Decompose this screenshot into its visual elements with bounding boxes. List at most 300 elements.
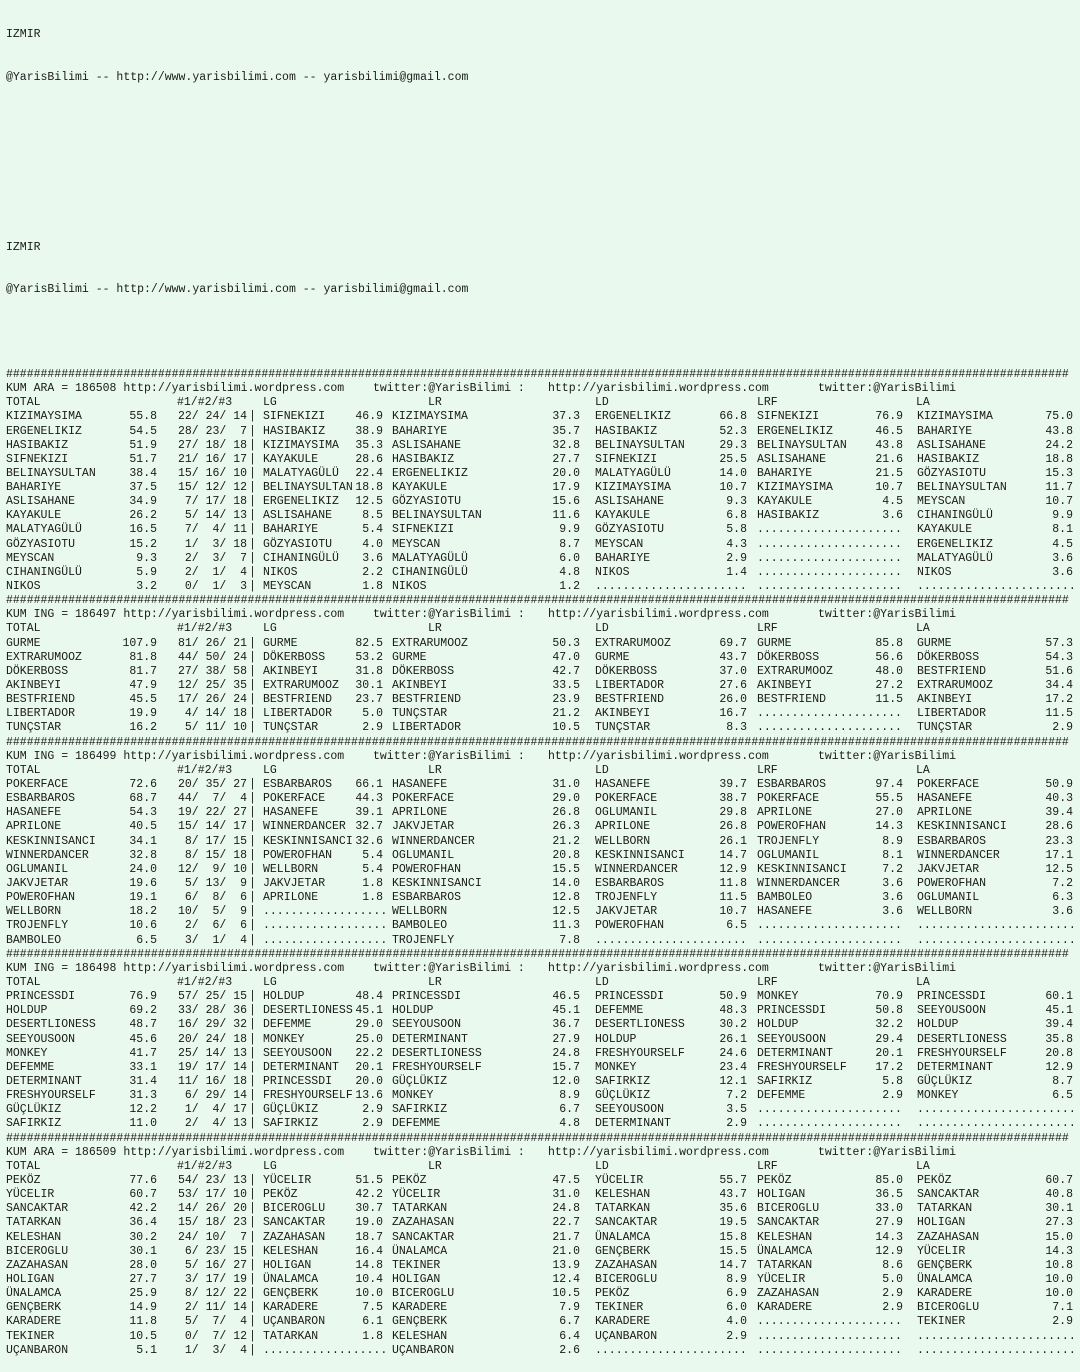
lr-value: 6.7 — [559, 1103, 580, 1117]
horse-name: YÜCELIR — [6, 1188, 55, 1202]
la-name: DETERMINANT — [917, 1060, 993, 1074]
stats-value: 1/ 3/ 4 — [177, 1343, 247, 1357]
lr-name: ASLISAHANE — [392, 438, 462, 452]
empty-cell: ...................... — [595, 1343, 747, 1357]
la-name: EXTRARUMOOZ — [917, 679, 993, 693]
lr-name: BELINAYSULTAN — [392, 509, 482, 523]
lrf-name: MONKEY — [757, 990, 799, 1004]
lr-name: HOLIGAN — [392, 1272, 441, 1286]
lrf-value: 3.6 — [882, 509, 903, 523]
table-row — [0, 651, 1080, 665]
separator-text: ########################################################################################################################################################## — [6, 735, 1069, 749]
stats-value: 24/ 10/ 7 — [177, 1230, 247, 1244]
wordpress-url: http://yarisbilimi.wordpress.com — [548, 382, 769, 396]
lg-name: MEYSCAN — [263, 580, 312, 594]
empty-cell: ..................... — [757, 565, 902, 579]
ld-value: 30.2 — [719, 1018, 747, 1032]
table-row — [0, 835, 1080, 849]
ld-value: 24.6 — [719, 1046, 747, 1060]
ld-name: TUNÇSTAR — [595, 721, 651, 735]
stats-value: 6/ 23/ 15 — [177, 1244, 247, 1258]
total-value: 45.6 — [129, 1032, 157, 1046]
table-row — [0, 820, 1080, 834]
lg-value: 32.6 — [355, 834, 383, 848]
ld-value: 6.9 — [726, 1287, 747, 1301]
total-value: 51.7 — [129, 452, 157, 466]
total-value: 25.9 — [129, 1287, 157, 1301]
empty-cell: ....................... — [917, 1117, 1076, 1131]
column-divider: | — [249, 990, 256, 1004]
ld-name: EXTRARUMOOZ — [595, 636, 671, 650]
ld-name: WELLBORN — [595, 834, 651, 848]
total-value: 3.2 — [136, 580, 157, 594]
la-value: 17.1 — [1045, 848, 1073, 862]
lrf-name: SIFNEKIZI — [757, 410, 820, 424]
table-row — [0, 693, 1080, 707]
lr-value: 42.7 — [552, 664, 580, 678]
horse-name: BESTFRIEND — [6, 693, 76, 707]
lr-name: SAFIRKIZ — [392, 1103, 448, 1117]
total-value: 107.9 — [122, 636, 157, 650]
horse-name: TUNÇSTAR — [6, 721, 62, 735]
ld-value: 12.9 — [719, 862, 747, 876]
blank-line — [0, 156, 1080, 170]
col-lr: LR — [428, 763, 442, 777]
col-stats: #1/#2/#3 — [177, 396, 233, 410]
ld-value: 12.1 — [719, 1074, 747, 1088]
column-divider: | — [249, 424, 256, 438]
column-divider: | — [249, 891, 256, 905]
table-row — [0, 1075, 1080, 1089]
lrf-value: 85.0 — [875, 1173, 903, 1187]
total-value: 81.7 — [129, 664, 157, 678]
lrf-name: KARADERE — [757, 1301, 813, 1315]
la-name: DESERTLIONESS — [917, 1032, 1007, 1046]
la-name: BAHARIYE — [917, 424, 973, 438]
column-divider: | — [249, 919, 256, 933]
lr-value: 22.7 — [552, 1216, 580, 1230]
lr-name: BAHARIYE — [392, 424, 448, 438]
lg-value: 14.8 — [355, 1258, 383, 1272]
horse-name: KIZIMAYSIMA — [6, 410, 82, 424]
column-divider: | — [249, 1060, 256, 1074]
ld-value: 14.0 — [719, 466, 747, 480]
lr-value: 21.7 — [552, 1230, 580, 1244]
table-row — [0, 1018, 1080, 1032]
stats-value: 2/ 11/ 14 — [177, 1301, 247, 1315]
ld-value: 55.7 — [719, 1173, 747, 1187]
table-row — [0, 934, 1080, 948]
horse-name: MEYSCAN — [6, 551, 55, 565]
empty-cell: ....................... — [917, 933, 1076, 947]
la-value: 6.3 — [1052, 891, 1073, 905]
lg-name: DÖKERBOSS — [263, 650, 326, 664]
lg-name: SANCAKTAR — [263, 1216, 326, 1230]
ld-value: 6.0 — [726, 1301, 747, 1315]
lg-value: 3.6 — [362, 551, 383, 565]
horse-name: KELESHAN — [6, 1230, 62, 1244]
lrf-name: POKERFACE — [757, 792, 820, 806]
table-row — [0, 1315, 1080, 1329]
ld-name: HOLDUP — [595, 1032, 637, 1046]
col-la: LA — [916, 622, 930, 636]
lg-name: FRESHYOURSELF — [263, 1089, 353, 1103]
lg-value: 44.3 — [355, 792, 383, 806]
total-value: 5.1 — [136, 1343, 157, 1357]
ld-value: 37.0 — [719, 664, 747, 678]
la-value: 15.0 — [1045, 1230, 1073, 1244]
ld-name: OGLUMANIL — [595, 806, 658, 820]
horse-name: ESBARBAROS — [6, 792, 76, 806]
city-line — [0, 241, 1080, 255]
total-value: 5.9 — [136, 565, 157, 579]
col-lr: LR — [428, 396, 442, 410]
lg-value: 12.5 — [355, 495, 383, 509]
stats-value: 19/ 22/ 27 — [177, 806, 247, 820]
stats-value: 20/ 24/ 18 — [177, 1032, 247, 1046]
column-divider: | — [249, 1315, 256, 1329]
empty-cell: ....................... — [917, 1103, 1076, 1117]
ld-value: 2.9 — [726, 1329, 747, 1343]
column-divider: | — [249, 580, 256, 594]
column-divider: | — [249, 523, 256, 537]
lg-value: 30.7 — [355, 1202, 383, 1216]
horse-name: FRESHYOURSELF — [6, 1089, 96, 1103]
table-row — [0, 523, 1080, 537]
lr-name: UÇANBARON — [392, 1343, 455, 1357]
lr-value: 6.4 — [559, 1329, 580, 1343]
column-divider: | — [249, 1216, 256, 1230]
section-separator — [0, 594, 1080, 608]
la-name: TUNÇSTAR — [917, 721, 973, 735]
ld-name: KESKINNISANCI — [595, 848, 685, 862]
la-name: HASIBAKIZ — [917, 452, 980, 466]
la-value: 11.5 — [1045, 707, 1073, 721]
lr-name: GURME — [392, 650, 427, 664]
city-label: IZMIR — [6, 28, 41, 42]
lrf-value: 55.5 — [875, 792, 903, 806]
column-divider: | — [249, 1103, 256, 1117]
column-divider: | — [249, 410, 256, 424]
lr-value: 17.9 — [552, 481, 580, 495]
table-row — [0, 566, 1080, 580]
la-value: 14.3 — [1045, 1244, 1073, 1258]
lr-name: POKERFACE — [392, 792, 455, 806]
lg-name: APRILONE — [263, 891, 319, 905]
lrf-value: 27.2 — [875, 679, 903, 693]
lg-value: 1.8 — [362, 580, 383, 594]
ld-name: TATARKAN — [595, 1202, 651, 1216]
column-divider: | — [249, 664, 256, 678]
separator-text: ########################################################################################################################################################## — [6, 947, 1069, 961]
stats-value: 11/ 16/ 18 — [177, 1074, 247, 1088]
stats-value: 3/ 1/ 4 — [177, 933, 247, 947]
total-value: 11.8 — [129, 1315, 157, 1329]
lg-value: 18.7 — [355, 1230, 383, 1244]
la-name: POWEROFHAN — [917, 877, 987, 890]
twitter-handle: twitter:@YarisBilimi : — [373, 608, 525, 622]
ld-name: APRILONE — [595, 820, 651, 834]
lg-value: 1.8 — [362, 877, 383, 890]
lr-value: 24.8 — [552, 1046, 580, 1060]
ld-value: 38.7 — [719, 792, 747, 806]
stats-value: 53/ 17/ 10 — [177, 1188, 247, 1202]
total-value: 19.1 — [129, 891, 157, 905]
empty-cell: ..................... — [757, 919, 902, 933]
column-divider: | — [249, 1329, 256, 1343]
ld-value: 23.4 — [719, 1060, 747, 1074]
la-value: 10.0 — [1045, 1272, 1073, 1286]
lrf-value: 8.6 — [882, 1258, 903, 1272]
lg-value: 1.8 — [362, 1329, 383, 1343]
lr-value: 14.0 — [552, 877, 580, 890]
separator-text: ########################################################################################################################################################## — [6, 1131, 1069, 1145]
total-value: 69.2 — [129, 1004, 157, 1018]
lr-value: 21.2 — [552, 834, 580, 848]
wordpress-url: http://yarisbilimi.wordpress.com — [548, 608, 769, 622]
lr-name: SANCAKTAR — [392, 1230, 455, 1244]
ld-name: SANCAKTAR — [595, 1216, 658, 1230]
la-name: MEYSCAN — [917, 495, 966, 509]
total-value: 55.8 — [129, 410, 157, 424]
lrf-name: BAMBOLEO — [757, 891, 813, 905]
table-row — [0, 1202, 1080, 1216]
twitter-handle: twitter:@YarisBilimi — [818, 961, 957, 975]
lg-name: DEFEMME — [263, 1018, 312, 1032]
total-value: 28.0 — [129, 1258, 157, 1272]
lrf-value: 50.8 — [875, 1004, 903, 1018]
lg-name: KESKINNISANCI — [263, 834, 353, 848]
total-value: 32.8 — [129, 848, 157, 862]
lg-name: TATARKAN — [263, 1329, 319, 1343]
col-la: LA — [916, 763, 930, 777]
la-value: 60.1 — [1045, 990, 1073, 1004]
table-row — [0, 1273, 1080, 1287]
total-value: 40.5 — [129, 820, 157, 834]
stats-value: 27/ 18/ 18 — [177, 438, 247, 452]
la-value: 7.1 — [1052, 1301, 1073, 1315]
lg-value: 2.2 — [362, 565, 383, 579]
lr-name: MONKEY — [392, 1089, 434, 1103]
horse-name: LIBERTADOR — [6, 707, 76, 721]
table-row — [0, 1117, 1080, 1131]
column-divider: | — [249, 905, 256, 919]
horse-name: ZAZAHASAN — [6, 1258, 69, 1272]
lrf-value: 14.3 — [875, 820, 903, 834]
la-name: YÜCELIR — [917, 1244, 966, 1258]
empty-cell: .................. — [263, 905, 388, 919]
la-name: POKERFACE — [917, 778, 980, 792]
lrf-value: 76.9 — [875, 410, 903, 424]
section-title: KUM ING = 186499 http://yarisbilimi.wordpress.com — [6, 749, 345, 763]
lg-name: SAFIRKIZ — [263, 1117, 319, 1131]
lr-name: DEFEMME — [392, 1117, 441, 1131]
lr-name: KESKINNISANCI — [392, 877, 482, 890]
la-name: HOLIGAN — [917, 1216, 966, 1230]
column-divider: | — [249, 509, 256, 523]
horse-name: BAHARIYE — [6, 481, 62, 495]
ld-value: 43.7 — [719, 650, 747, 664]
lg-value: 31.8 — [355, 664, 383, 678]
horse-name: HOLIGAN — [6, 1272, 55, 1286]
horse-name: SIFNEKIZI — [6, 452, 69, 466]
lr-value: 7.9 — [559, 1301, 580, 1315]
la-value: 10.7 — [1045, 495, 1073, 509]
stats-value: 7/ 17/ 18 — [177, 495, 247, 509]
horse-name: KAYAKULE — [6, 509, 62, 523]
horse-name: ÜNALAMCA — [6, 1287, 62, 1301]
total-value: 42.2 — [129, 1202, 157, 1216]
col-la: LA — [916, 1159, 930, 1173]
lr-value: 47.0 — [552, 650, 580, 664]
column-divider: | — [249, 877, 256, 890]
lrf-name: SAFIRKIZ — [757, 1074, 813, 1088]
lg-name: HOLIGAN — [263, 1258, 312, 1272]
lrf-value: 3.6 — [882, 891, 903, 905]
lr-name: ZAZAHASAN — [392, 1216, 455, 1230]
col-ld: LD — [595, 396, 609, 410]
lr-value: 32.8 — [552, 438, 580, 452]
twitter-handle: twitter:@YarisBilimi — [818, 382, 957, 396]
lr-value: 6.0 — [559, 551, 580, 565]
table-row — [0, 721, 1080, 735]
la-name: GURME — [917, 636, 952, 650]
lr-name: MEYSCAN — [392, 537, 441, 551]
la-name: AKINBEYI — [917, 693, 973, 707]
column-divider: | — [249, 636, 256, 650]
lrf-name: WINNERDANCER — [757, 877, 840, 890]
stats-value: 15/ 12/ 12 — [177, 481, 247, 495]
horse-name: HASANEFE — [6, 806, 62, 820]
lg-value: 42.2 — [355, 1188, 383, 1202]
table-row — [0, 1245, 1080, 1259]
lr-name: GÜÇLÜKIZ — [392, 1074, 448, 1088]
ld-value: 14.7 — [719, 848, 747, 862]
ld-name: GÜÇLÜKIZ — [595, 1089, 651, 1103]
lg-value: 10.0 — [355, 1287, 383, 1301]
lrf-value: 20.1 — [875, 1046, 903, 1060]
lg-name: KAYAKULE — [263, 452, 319, 466]
lg-name: BAHARIYE — [263, 523, 319, 537]
lrf-value: 36.5 — [875, 1188, 903, 1202]
lr-value: 11.3 — [552, 919, 580, 933]
column-header — [0, 764, 1080, 778]
total-value: 6.5 — [136, 933, 157, 947]
table-row — [0, 552, 1080, 566]
empty-cell: ....................... — [917, 580, 1076, 594]
lg-value: 22.2 — [355, 1046, 383, 1060]
lrf-name: TATARKAN — [757, 1258, 813, 1272]
la-value: 9.9 — [1052, 509, 1073, 523]
lrf-value: 2.9 — [882, 1301, 903, 1315]
la-value: 60.7 — [1045, 1173, 1073, 1187]
table-row — [0, 481, 1080, 495]
la-name: APRILONE — [917, 806, 973, 820]
la-name: BESTFRIEND — [917, 664, 987, 678]
lrf-name: KIZIMAYSIMA — [757, 481, 833, 495]
la-value: 35.8 — [1045, 1032, 1073, 1046]
ld-name: DETERMINANT — [595, 1117, 671, 1131]
total-value: 14.9 — [129, 1301, 157, 1315]
ld-name: GURME — [595, 650, 630, 664]
lrf-value: 85.8 — [875, 636, 903, 650]
lr-value: 11.6 — [552, 509, 580, 523]
ld-name: MONKEY — [595, 1060, 637, 1074]
column-divider: | — [249, 848, 256, 862]
ld-value: 7.2 — [726, 1089, 747, 1103]
empty-cell: .................. — [263, 1343, 388, 1357]
total-value: 27.7 — [129, 1272, 157, 1286]
section-title: KUM ING = 186498 http://yarisbilimi.wordpress.com — [6, 961, 345, 975]
lg-name: PEKÖZ — [263, 1188, 298, 1202]
wordpress-url: http://yarisbilimi.wordpress.com — [548, 1145, 769, 1159]
table-row — [0, 863, 1080, 877]
lg-value: 28.6 — [355, 452, 383, 466]
la-value: 15.3 — [1045, 466, 1073, 480]
total-value: 15.2 — [129, 537, 157, 551]
lr-value: 20.0 — [552, 466, 580, 480]
lg-value: 8.5 — [362, 509, 383, 523]
stats-value: 25/ 14/ 13 — [177, 1046, 247, 1060]
ld-value: 43.7 — [719, 1188, 747, 1202]
lr-value: 8.9 — [559, 1089, 580, 1103]
la-value: 40.8 — [1045, 1188, 1073, 1202]
ld-name: AKINBEYI — [595, 707, 651, 721]
empty-cell: ..................... — [757, 721, 902, 735]
lrf-name: ERGENELIKIZ — [757, 424, 833, 438]
lg-value: 2.9 — [362, 721, 383, 735]
lr-name: APRILONE — [392, 806, 448, 820]
lg-value: 19.0 — [355, 1216, 383, 1230]
total-value: 77.6 — [129, 1173, 157, 1187]
lr-value: 1.2 — [559, 580, 580, 594]
la-name: ÜNALAMCA — [917, 1272, 973, 1286]
ld-value: 39.7 — [719, 778, 747, 792]
lg-value: 20.0 — [355, 1074, 383, 1088]
column-divider: | — [249, 1230, 256, 1244]
column-header — [0, 396, 1080, 410]
lg-name: WELLBORN — [263, 862, 319, 876]
lg-value: 51.5 — [355, 1173, 383, 1187]
lr-name: POWEROFHAN — [392, 862, 462, 876]
ld-value: 48.3 — [719, 1004, 747, 1018]
stats-value: 8/ 15/ 18 — [177, 848, 247, 862]
stats-value: 6/ 8/ 6 — [177, 891, 247, 905]
lr-value: 31.0 — [552, 778, 580, 792]
lrf-value: 46.5 — [875, 424, 903, 438]
section-separator — [0, 368, 1080, 382]
col-total: TOTAL — [6, 396, 41, 410]
table-row — [0, 1033, 1080, 1047]
section-header — [0, 962, 1080, 976]
twitter-handle: twitter:@YarisBilimi — [818, 749, 957, 763]
total-value: 12.2 — [129, 1103, 157, 1117]
la-value: 10.8 — [1045, 1258, 1073, 1272]
la-value: 20.8 — [1045, 1046, 1073, 1060]
lr-value: 13.9 — [552, 1258, 580, 1272]
stats-value: 27/ 38/ 58 — [177, 664, 247, 678]
ld-name: BELINAYSULTAN — [595, 438, 685, 452]
table-row — [0, 1344, 1080, 1358]
lg-name: EXTRARUMOOZ — [263, 679, 339, 693]
column-header — [0, 976, 1080, 990]
horse-name: HASIBAKIZ — [6, 438, 69, 452]
empty-cell: ..................... — [757, 580, 902, 594]
col-total: TOTAL — [6, 975, 41, 989]
ld-name: JAKVJETAR — [595, 905, 658, 919]
total-value: 19.6 — [129, 877, 157, 890]
lr-name: HASANEFE — [392, 778, 448, 792]
